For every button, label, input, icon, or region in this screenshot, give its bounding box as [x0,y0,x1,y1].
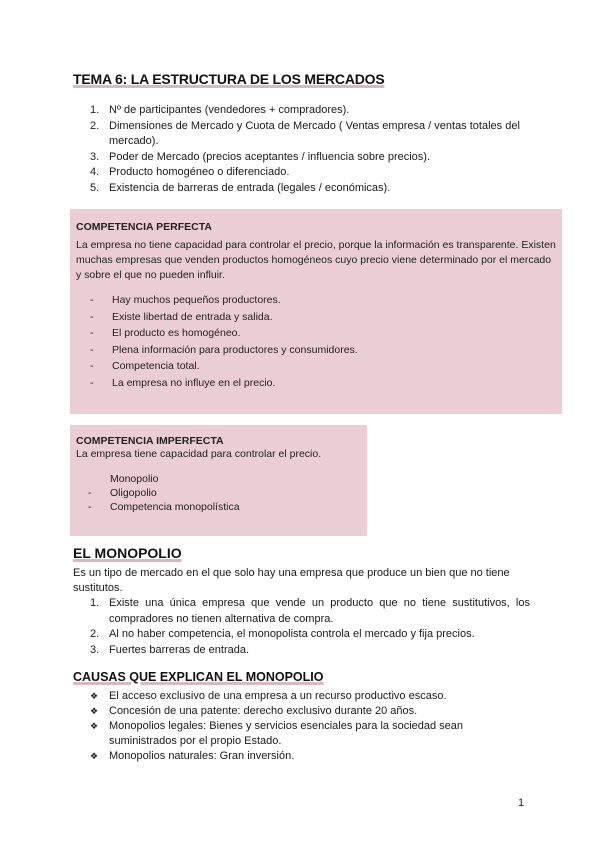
list-item-text: Plena información para productores y consumidores. [112,343,358,356]
list-item-text: Producto homogéneo o diferenciado. [109,166,290,178]
list-item-text: Monopolio [110,473,159,485]
list-item [90,596,530,627]
dash-bullet: - [88,487,92,499]
list-item-text: Competencia monopolística [110,501,240,513]
monopolio-intro: Es un tipo de mercado en el que solo hay una empresa que produce un bien que no tiene sustitutos. [73,567,510,594]
list-item [90,325,450,342]
page-title: TEMA 6: LA ESTRUCTURA DE LOS MERCADOS [73,71,385,87]
list-item-text: La empresa no influye en el precio. [112,376,276,389]
list-item [90,375,450,392]
dash-bullet: - [90,360,94,372]
list-item [90,689,520,704]
list-item [90,292,450,309]
list-item-text: El acceso exclusivo de una empresa a un recurso productivo escaso. [109,690,447,702]
list-item-text: Nº de participantes (vendedores + compradores). [109,104,350,116]
list-item [90,103,535,119]
causas-heading: CAUSAS QUE EXPLICAN EL MONOPOLIO [73,670,324,684]
list-item-text: Hay muchos pequeños productores. [112,294,281,306]
list-number: 3. [90,150,100,163]
list-item [90,309,450,326]
list-number: 5. [90,181,100,194]
list-item [88,486,348,500]
list-number: 4. [90,166,100,178]
dash-bullet: - [90,343,94,356]
list-item-text: Dimensiones de Mercado y Cuota de Mercado ( Ventas empresa / ventas totales del mercado). [109,119,520,147]
market-factors-list [90,103,535,196]
list-item-text: Fuertes barreras de entrada. [109,643,250,656]
list-item-text: Monopolios naturales: Gran inversión. [109,750,295,762]
list-number: 2. [90,628,100,640]
list-item [90,150,535,166]
list-item-text: Competencia total. [112,360,200,372]
list-number: 3. [90,643,100,656]
competencia-imperfecta-heading: COMPETENCIA IMPERFECTA [76,435,224,447]
list-item [90,119,535,150]
list-item-text: Existe una única empresa que vende un producto que no tiene sustitutivos, los compradores no tienen alternativa de compra. [109,597,530,625]
diamond-bullet-icon: ❖ [90,691,99,701]
diamond-bullet-icon: ❖ [90,751,99,761]
competencia-perfecta-description: La empresa no tiene capacidad para controlar el precio, porque la información es transparente. Existen muchas empresas que venden productos homogéneos cuyo precio viene determinado por el mercado y sobre el que no pueden influir. [76,239,556,281]
monopolio-list [90,596,530,658]
list-item [90,719,520,749]
list-item [90,181,535,197]
list-item-text: El producto es homogéneo. [112,327,241,339]
causas-list [90,689,520,764]
dash-bullet: - [90,327,94,339]
competencia-imperfecta-description: La empresa tiene capacidad para controlar el precio. [76,448,322,460]
list-item [90,704,520,719]
list-item [90,358,450,375]
competencia-imperfecta-list [88,472,348,514]
competencia-perfecta-list [90,292,450,391]
dash-bullet: - [90,376,94,389]
dash-bullet: - [90,294,94,306]
diamond-bullet-icon: ❖ [90,706,99,716]
dash-bullet: - [88,501,92,513]
list-item [90,165,535,181]
list-item [90,643,530,659]
dash-bullet: - [90,310,94,323]
monopolio-heading: EL MONOPOLIO [73,545,182,561]
list-item-text: Poder de Mercado (precios aceptantes / influencia sobre precios). [109,150,431,163]
competencia-perfecta-heading: COMPETENCIA PERFECTA [76,221,212,233]
list-item [90,342,450,359]
list-item [88,472,348,486]
list-item [90,627,530,643]
list-item-text: Monopolios legales: Bienes y servicios esenciales para la sociedad sean suministrados por el propio Estado. [109,720,464,747]
list-item-text: Concesión de una patente: derecho exclusivo durante 20 años. [109,705,418,717]
list-number: 1. [90,104,100,116]
diamond-bullet-icon: ❖ [90,721,99,731]
list-item-text: Al no haber competencia, el monopolista controla el mercado y fija precios. [109,628,475,640]
list-item-text: Existencia de barreras de entrada (legales / económicas). [109,181,391,194]
page-number: 1 [518,797,525,809]
list-item-text: Existe libertad de entrada y salida. [112,310,273,323]
list-number: 1. [90,597,100,609]
list-item [90,749,520,764]
list-item-text: Oligopolio [110,487,157,499]
list-item [88,500,348,514]
list-number: 2. [90,119,100,132]
